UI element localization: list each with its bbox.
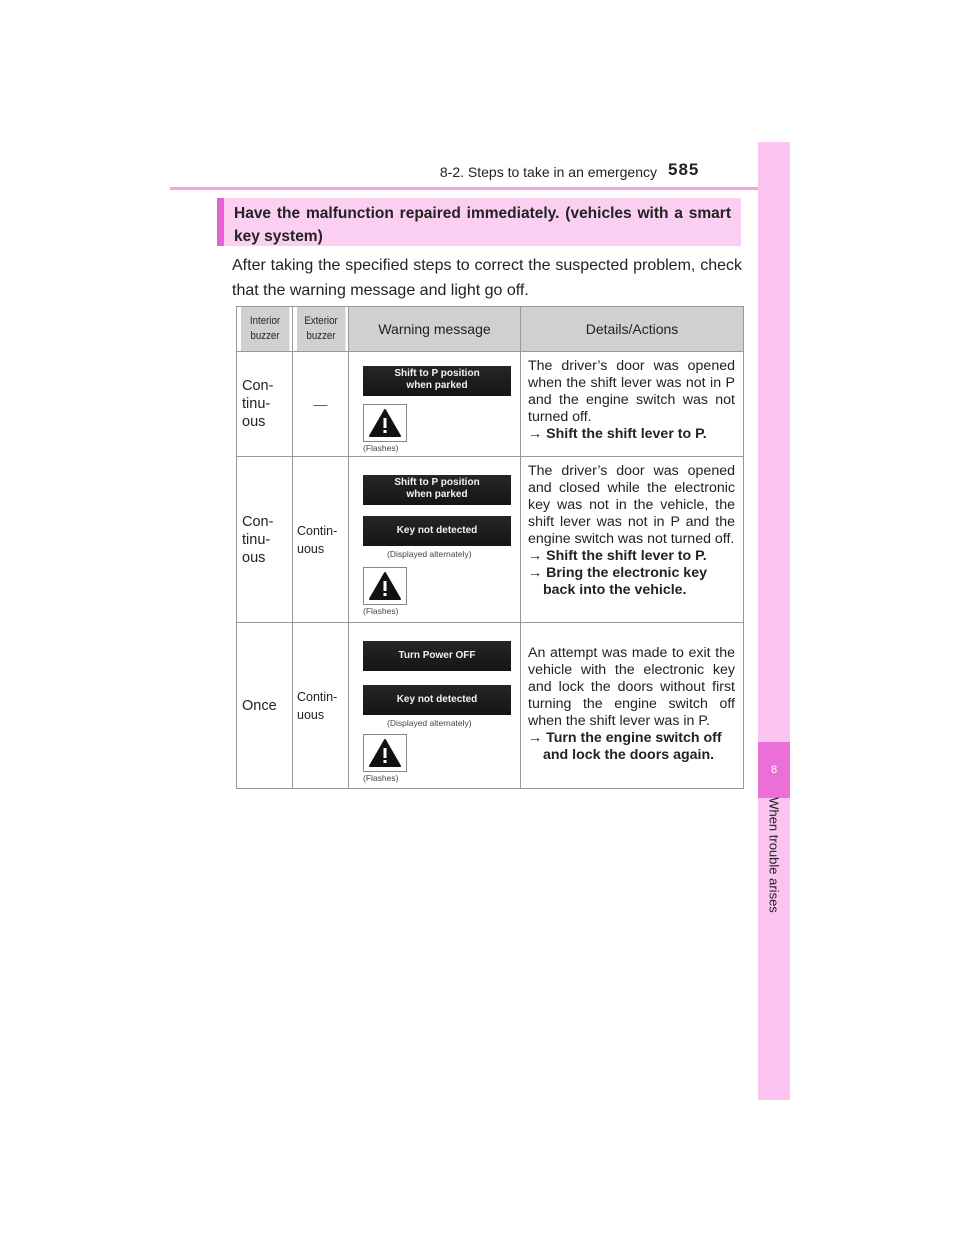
warning-triangle-icon xyxy=(363,567,407,605)
section-title: Have the malfunction repaired immediately. (vehicles with a smart key system) xyxy=(217,198,741,246)
warning-triangle-icon xyxy=(363,734,407,772)
interior-buzzer-cell: Con- tinu- ous xyxy=(237,457,293,623)
interior-buzzer-cell: Once xyxy=(237,623,293,789)
flashes-note: (Flashes) xyxy=(363,443,399,453)
display-screen xyxy=(363,641,511,671)
exterior-buzzer-cell: Contin- uous xyxy=(293,623,349,789)
details-text: The driver’s door was opened and closed while the electronic key was not in the vehicle, the shift lever was not in P and the engine switch was not turned off. xyxy=(528,463,735,547)
header-rule xyxy=(170,187,790,190)
warning-message-cell xyxy=(349,352,521,457)
alternate-note: (Displayed alternately) xyxy=(387,549,472,559)
details-text: The driver’s door was opened when the shift lever was not in P and the engine switch was not turned off. xyxy=(528,358,735,425)
table-row xyxy=(237,457,744,623)
screen-line: Shift to P position xyxy=(394,477,480,488)
display-screen xyxy=(363,516,511,546)
exterior-buzzer-cell: Contin- uous xyxy=(293,457,349,623)
details-cell xyxy=(521,352,744,457)
page-number: 585 xyxy=(668,160,700,179)
warning-message-cell xyxy=(349,623,521,789)
header-interior-buzzer: Interior buzzer xyxy=(240,307,289,352)
screen-line: when parked xyxy=(406,489,468,500)
screen-line: Key not detected xyxy=(396,694,478,705)
intro-paragraph: After taking the specified steps to correct the suspected problem, check that the warning message and light go off. xyxy=(232,257,742,299)
details-cell xyxy=(521,623,744,789)
screen-line: when parked xyxy=(406,380,468,391)
warning-table xyxy=(236,306,744,789)
table-row xyxy=(237,352,744,457)
chapter-side-tab xyxy=(758,142,790,1100)
action-item: → Shift the shift lever to P. xyxy=(528,426,707,442)
flashes-note: (Flashes) xyxy=(363,606,399,616)
details-text: An attempt was made to exit the vehicle with the electronic key and lock the doors without first turning the engine switch off when the shift lever was in P. xyxy=(528,645,735,729)
display-screen xyxy=(363,475,511,505)
screen-line: Turn Power OFF xyxy=(398,650,476,661)
header-warning-message: Warning message xyxy=(349,307,521,352)
action-item: → Turn the engine switch off and lock the doors again. xyxy=(528,730,722,763)
warning-triangle-icon xyxy=(363,404,407,442)
table-header-row xyxy=(237,307,744,352)
display-screen xyxy=(363,685,511,715)
header-details-actions: Details/Actions xyxy=(521,307,744,352)
alternate-note: (Displayed alternately) xyxy=(387,718,472,728)
screen-line: Key not detected xyxy=(396,525,478,536)
chapter-label: When trouble arises xyxy=(766,797,782,913)
warning-message-cell xyxy=(349,457,521,623)
details-cell xyxy=(521,457,744,623)
action-item: → Bring the electronic key back into the vehicle. xyxy=(528,565,707,598)
flashes-note: (Flashes) xyxy=(363,773,399,783)
section-label: 8-2. Steps to take in an emergency xyxy=(439,164,657,180)
display-screen xyxy=(363,366,511,396)
exterior-buzzer-cell: — xyxy=(293,352,349,457)
screen-line: Shift to P position xyxy=(394,368,480,379)
table-row xyxy=(237,623,744,789)
chapter-number-badge: 8 xyxy=(758,742,790,798)
action-item: → Shift the shift lever to P. xyxy=(528,548,707,564)
interior-buzzer-cell: Con- tinu- ous xyxy=(237,352,293,457)
header-exterior-buzzer: Exterior buzzer xyxy=(296,307,345,352)
